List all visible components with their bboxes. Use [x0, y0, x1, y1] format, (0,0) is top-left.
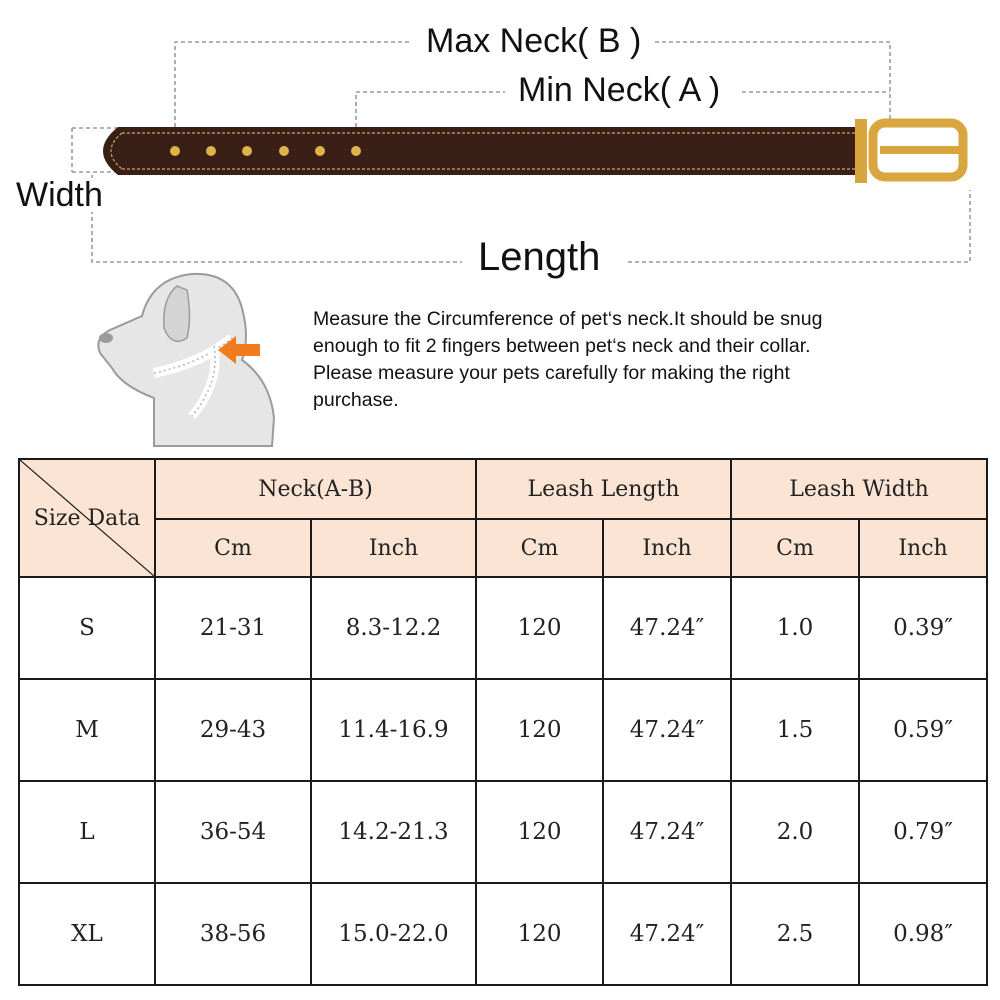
length-inch-cell: 47.24″ — [603, 883, 731, 985]
neck-cm-cell: 36-54 — [155, 781, 311, 883]
size-cell: XL — [19, 883, 155, 985]
width-cm-cell: 2.0 — [731, 781, 859, 883]
width-inch-cell: 0.59″ — [859, 679, 987, 781]
length-cm-cell: 120 — [476, 577, 603, 679]
measuring-instructions — [313, 306, 953, 414]
size-cell: S — [19, 577, 155, 679]
table-row — [19, 883, 987, 985]
length-cm-cell: 120 — [476, 781, 603, 883]
neck-cm-cell: 21-31 — [155, 577, 311, 679]
size-data-corner-cell — [19, 459, 155, 577]
instruction-line: enough to fit 2 fingers between pet‘s neck and their collar. — [313, 335, 811, 357]
neck-inch-cell: 15.0-22.0 — [311, 883, 476, 985]
width-inch-cell: 0.98″ — [859, 883, 987, 985]
width-inch-cell: 0.79″ — [859, 781, 987, 883]
length-guide-right — [628, 190, 970, 262]
leash-width-header: Leash Width — [731, 459, 987, 519]
length-inch-cell: 47.24″ — [603, 781, 731, 883]
length-label: Length — [468, 237, 610, 277]
neck-inch-header: Inch — [311, 519, 476, 577]
width-label: Width — [16, 176, 103, 214]
size-cell: L — [19, 781, 155, 883]
neck-inch-cell: 14.2-21.3 — [311, 781, 476, 883]
neck-cm-header: Cm — [155, 519, 311, 577]
neck-cm-cell: 29-43 — [155, 679, 311, 781]
length-cm-cell: 120 — [476, 679, 603, 781]
leash-length-header: Leash Length — [476, 459, 731, 519]
width-cm-cell: 1.5 — [731, 679, 859, 781]
length-inch-header: Inch — [603, 519, 731, 577]
width-cm-cell: 1.0 — [731, 577, 859, 679]
neck-inch-cell: 11.4-16.9 — [311, 679, 476, 781]
max-neck-label: Max Neck( B ) — [418, 24, 649, 58]
instruction-line: purchase. — [313, 389, 399, 411]
buckle-icon — [855, 119, 966, 183]
instruction-line: Measure the Circumference of pet‘s neck.It should be snug — [313, 308, 823, 330]
neck-header: Neck(A-B) — [155, 459, 476, 519]
table-row — [19, 679, 987, 781]
table-row — [19, 577, 987, 679]
neck-cm-cell: 38-56 — [155, 883, 311, 985]
length-inch-cell: 47.24″ — [603, 577, 731, 679]
size-cell: M — [19, 679, 155, 781]
length-cm-cell: 120 — [476, 883, 603, 985]
width-inch-cell: 0.39″ — [859, 577, 987, 679]
width-cm-cell: 2.5 — [731, 883, 859, 985]
length-inch-cell: 47.24″ — [603, 679, 731, 781]
neck-inch-cell: 8.3-12.2 — [311, 577, 476, 679]
table-row — [19, 781, 987, 883]
length-cm-header: Cm — [476, 519, 603, 577]
min-neck-label: Min Neck( A ) — [510, 73, 728, 107]
width-inch-header: Inch — [859, 519, 987, 577]
width-cm-header: Cm — [731, 519, 859, 577]
corner-label: Size Data — [33, 505, 141, 531]
length-guide-left — [92, 175, 462, 262]
dog-measuring-icon — [92, 268, 292, 448]
size-chart-table — [18, 458, 988, 986]
instruction-line: Please measure your pets carefully for making the right — [313, 362, 790, 384]
collar-diagram — [0, 0, 1000, 290]
collar-strap — [103, 127, 865, 175]
